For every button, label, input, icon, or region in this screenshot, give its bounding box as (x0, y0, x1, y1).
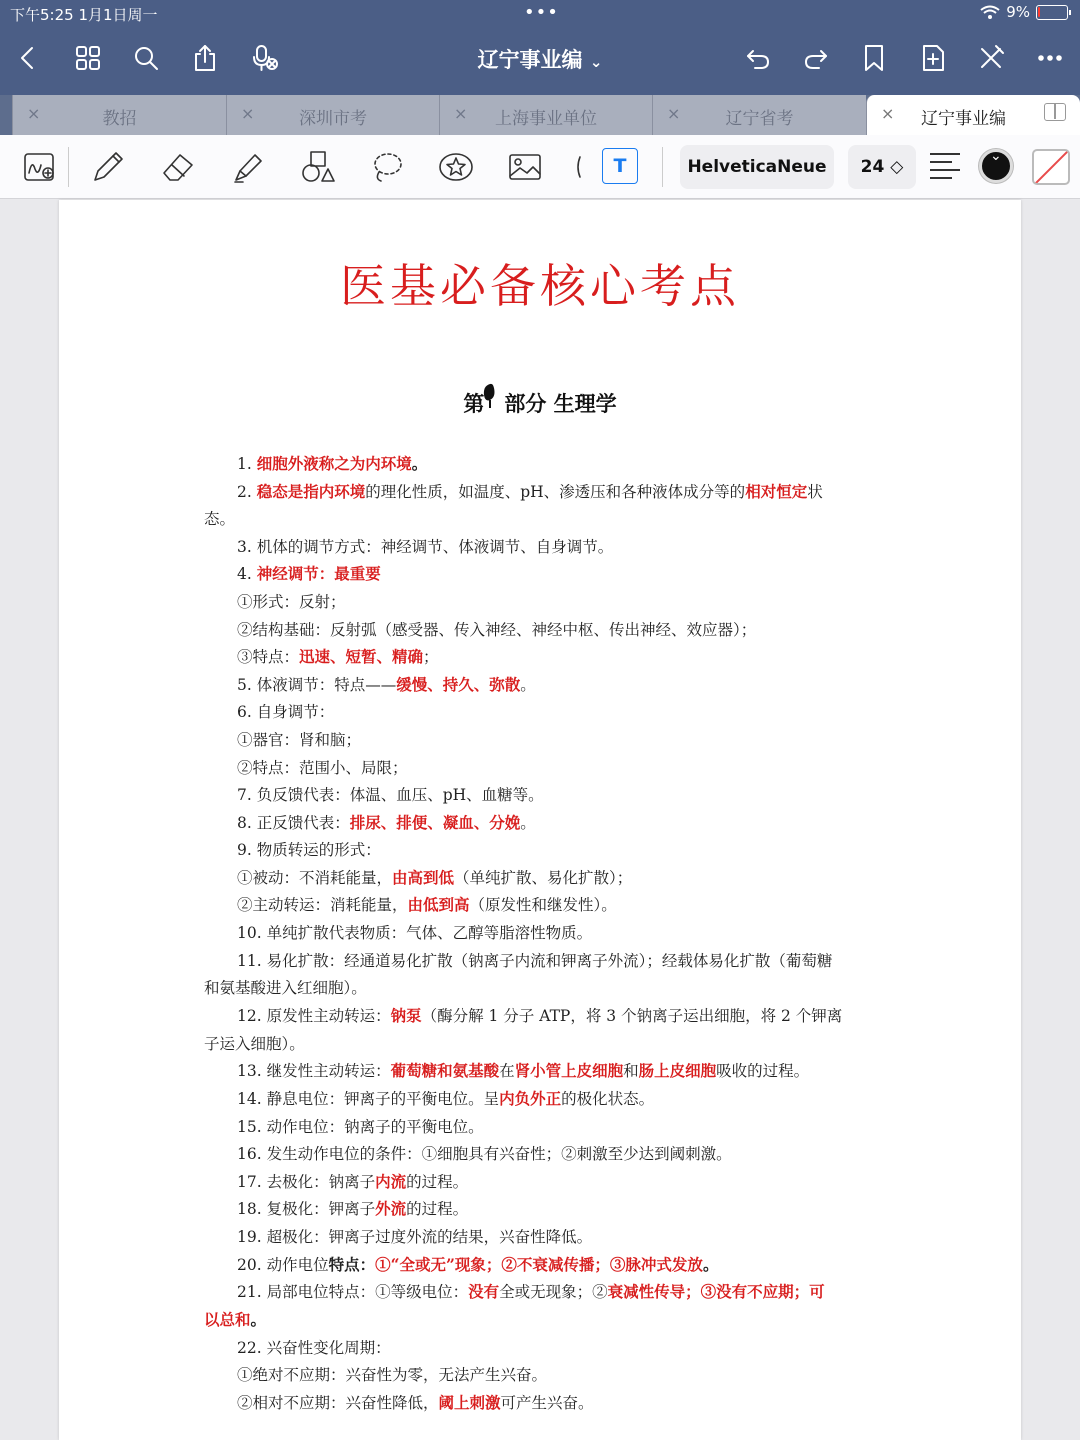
section-heading: 第 部分 生理学 (463, 391, 617, 416)
document-line (237, 645, 917, 667)
document-line (237, 590, 917, 612)
document-line (237, 452, 917, 474)
line-text: 15. 动作电位：钠离子的平衡电位。 (237, 1118, 484, 1136)
close-icon[interactable]: × (454, 104, 468, 123)
line-text: 22. 兴奋性变化周期： (237, 1339, 391, 1357)
tab-shenzhen[interactable] (226, 95, 439, 135)
highlighted-text: 肠上皮细胞 (638, 1061, 717, 1080)
document-line (237, 1225, 917, 1247)
tab-liaoning-provincial[interactable] (652, 95, 866, 135)
line-text: 11. 易化扩散：经通道易化扩散（钠离子内流和钾离子外流）；经载体易化扩散（葡萄糖 (237, 952, 833, 970)
battery-icon (1036, 5, 1068, 20)
document-line (237, 1197, 917, 1219)
document-title: 辽宁事业编 ⌄ (477, 48, 603, 72)
highlighter-tool-icon[interactable] (226, 145, 270, 189)
line-text: 12. 原发性主动转运： (237, 1007, 391, 1025)
line-text: 的过程。 (406, 1200, 469, 1218)
line-text: 21. 局部电位特点：①等级电位： (237, 1283, 469, 1301)
highlighted-text: 细胞外液称之为内环境 (256, 454, 412, 473)
line-text: ③特点： (237, 648, 300, 666)
text-align-icon[interactable] (930, 153, 960, 181)
line-text: 16. 发生动作电位的条件：①细胞具有兴奋性；②刺激至少达到阈刺激。 (237, 1145, 732, 1163)
image-tool-icon[interactable] (503, 145, 547, 189)
line-text: 吸收的过程。 (716, 1062, 810, 1080)
document-line (237, 949, 917, 971)
line-text: 的理化性质，如温度、pH、渗透压和各种液体成分等的 (365, 483, 746, 501)
font-name-selector[interactable]: HelveticaNeue (680, 145, 834, 189)
line-text: 9. 物质转运的形式： (237, 841, 381, 859)
document-line (204, 1308, 884, 1330)
annotation-toolbar (0, 135, 1080, 199)
line-text: 的过程。 (406, 1173, 469, 1191)
document-line (237, 480, 917, 502)
text-tool-icon[interactable]: T (602, 148, 638, 184)
top-navigation-bar (0, 0, 1080, 95)
document-line (237, 1391, 917, 1413)
document-line (237, 893, 917, 915)
document-line (237, 811, 917, 833)
line-text: 。 (520, 676, 536, 694)
status-indicators (980, 3, 1068, 21)
line-text: 。 (702, 1255, 719, 1274)
line-text: 7. 负反馈代表：体温、血压、pH、血糖等。 (237, 786, 544, 804)
highlighted-text: 缓慢、持久、弥散 (396, 675, 521, 694)
line-text: 5. 体液调节：特点—— (237, 676, 397, 694)
highlighted-text: 迅速、短暂、精确 (299, 647, 424, 666)
document-line (237, 838, 917, 860)
document-line (237, 866, 917, 888)
tab-liaoning-active[interactable] (866, 95, 1080, 135)
microphone-off-icon[interactable] (246, 40, 282, 76)
wifi-icon (980, 5, 1000, 20)
document-line (237, 1059, 917, 1081)
line-text: 14. 静息电位：钾离子的平衡电位。呈 (237, 1090, 500, 1108)
highlighted-text: 以总和 (204, 1310, 251, 1329)
document-line (237, 728, 917, 750)
highlighted-text: 内负外正 (499, 1089, 562, 1108)
close-pen-mode-icon[interactable] (973, 40, 1009, 76)
line-text: 4. (237, 565, 257, 583)
split-view-icon[interactable] (1044, 103, 1066, 121)
redo-icon[interactable] (798, 40, 834, 76)
tab-label: 辽宁事业编 (921, 109, 1006, 129)
line-text: 1. (237, 455, 257, 473)
grid-view-icon[interactable] (70, 40, 106, 76)
line-text: 8. 正反馈代表： (237, 814, 350, 832)
multitasking-dots[interactable]: ••• (524, 2, 559, 23)
document-title-menu[interactable] (455, 40, 625, 76)
line-text: 全或无现象；② (499, 1283, 608, 1301)
tab-label: 上海事业单位 (495, 109, 597, 129)
highlighted-text: 稳态是指内环境 (256, 482, 366, 501)
highlighted-text: 肾小管上皮细胞 (514, 1061, 624, 1080)
line-text: 态。 (204, 510, 236, 528)
document-line (237, 921, 917, 943)
pen-tool-icon[interactable] (86, 145, 130, 189)
line-text: 。 (250, 1310, 267, 1329)
document-tabs (0, 95, 1080, 135)
handwriting-to-text-icon[interactable] (18, 145, 62, 189)
document-line (237, 535, 917, 557)
highlighted-text: 由高到低 (392, 868, 455, 887)
highlighted-text: 没有 (468, 1282, 500, 1301)
document-line (237, 756, 917, 778)
document-line (237, 1142, 917, 1164)
highlighted-text: 阈上刺激 (438, 1393, 501, 1412)
tab-label: 辽宁省考 (725, 109, 794, 129)
tab-shanghai[interactable] (439, 95, 652, 135)
document-line (204, 507, 884, 529)
line-text: 可产生兴奋。 (500, 1394, 594, 1412)
line-text: ①绝对不应期：兴奋性为零，无法产生兴奋。 (237, 1366, 548, 1384)
line-text: ①器官：肾和脑； (237, 731, 362, 749)
line-text: ②特点：范围小、局限； (237, 759, 408, 777)
document-line (237, 1336, 917, 1358)
line-text: 和氨基酸进入红细胞）。 (204, 979, 367, 997)
tab-jiaozhao[interactable] (12, 95, 226, 135)
page-title: 医基必备核心考点 (340, 259, 740, 313)
line-text: （原发性和继发性）。 (469, 896, 617, 914)
line-text: 17. 去极化：钠离子 (237, 1173, 376, 1191)
line-text: 和 (623, 1062, 639, 1080)
line-text: ②主动转运：消耗能量， (237, 896, 408, 914)
highlighted-text: 排尿、排便、凝血、分娩 (349, 813, 521, 832)
highlighted-text: 衰减性传导；③没有不应期；可 (607, 1282, 825, 1301)
document-line (237, 673, 917, 695)
highlighted-text: 相对恒定 (745, 482, 808, 501)
status-bar (0, 0, 1080, 28)
highlighted-text: 神经调节：最重要 (256, 564, 381, 583)
document-line (204, 976, 884, 998)
line-text: 18. 复极化：钾离子 (237, 1200, 376, 1218)
line-text: 。 (520, 814, 536, 832)
document-line (237, 1253, 917, 1275)
highlighted-text: 钠泵 (390, 1006, 422, 1025)
line-text: 10. 单纯扩散代表物质：气体、乙醇等脂溶性物质。 (237, 924, 593, 942)
share-icon[interactable] (187, 40, 223, 76)
document-line (237, 1087, 917, 1109)
chevron-down-icon: ⌄ (589, 53, 603, 71)
add-page-icon[interactable] (915, 40, 951, 76)
handwritten-ink-mark (481, 382, 499, 410)
document-line (237, 1363, 917, 1385)
status-time: 下午5:25 1月1日周一 (10, 6, 158, 24)
line-text: 13. 继发性主动转运： (237, 1062, 391, 1080)
font-size-selector[interactable]: 24 ◇ (848, 145, 916, 189)
close-icon[interactable]: × (27, 104, 41, 123)
more-options-icon[interactable] (1032, 40, 1068, 76)
close-icon[interactable]: × (881, 104, 895, 123)
highlighted-text: 内流 (375, 1172, 407, 1191)
document-line (204, 1032, 884, 1054)
close-icon[interactable]: × (667, 104, 681, 123)
document-line (237, 1170, 917, 1192)
line-text: 。 (411, 454, 428, 473)
tab-label: 教招 (102, 109, 137, 129)
back-icon[interactable] (10, 40, 46, 76)
line-text: ； (423, 648, 439, 666)
text-color-picker[interactable] (979, 149, 1013, 183)
line-text: 的极化状态。 (561, 1090, 655, 1108)
line-text: 20. 动作电位 (237, 1256, 329, 1274)
highlighted-text: ①“全或无”现象；②不衰减传播；③脉冲式发放 (375, 1255, 703, 1274)
undo-icon[interactable] (740, 40, 776, 76)
document-line (237, 1280, 917, 1302)
lasso-tool-icon[interactable] (365, 145, 409, 189)
line-text: 子运入细胞）。 (204, 1035, 305, 1053)
document-line (237, 1004, 917, 1026)
sticker-tool-icon[interactable] (434, 145, 478, 189)
line-text: （酶分解 1 分子 ATP，将 3 个钠离子运出细胞，将 2 个钾离 (421, 1007, 843, 1025)
document-line (237, 1115, 917, 1137)
tab-label: 深圳市考 (299, 109, 367, 129)
line-text: 19. 超极化：钾离子过度外流的结果，兴奋性降低。 (237, 1228, 593, 1246)
battery-percent: 9% (1006, 3, 1030, 21)
line-text: 状 (807, 483, 823, 501)
shapes-tool-icon[interactable] (296, 145, 340, 189)
bookmark-icon[interactable] (856, 40, 892, 76)
camera-tool-icon[interactable] (570, 145, 584, 189)
line-text: 6. 自身调节： (237, 703, 335, 721)
line-text: 在 (499, 1062, 515, 1080)
line-text: ①被动：不消耗能量， (237, 869, 393, 887)
search-icon[interactable] (128, 40, 164, 76)
document-line (237, 562, 917, 584)
line-text: ①形式：反射； (237, 593, 346, 611)
line-text: （单纯扩散、易化扩散）； (454, 869, 633, 887)
highlighted-text: 葡萄糖和氨基酸 (390, 1061, 500, 1080)
line-text: 3. 机体的调节方式：神经调节、体液调节、自身调节。 (237, 538, 614, 556)
highlighted-text: 由低到高 (407, 895, 470, 914)
document-line (237, 700, 917, 722)
highlighted-text: 外流 (375, 1199, 407, 1218)
line-text: 特点： (328, 1255, 376, 1274)
battery-level (1038, 7, 1040, 17)
close-icon[interactable]: × (241, 104, 255, 123)
line-text: ②结构基础：反射弧（感受器、传入神经、神经中枢、传出神经、效应器）； (237, 621, 757, 639)
document-line (237, 618, 917, 640)
line-text: 2. (237, 483, 257, 501)
fill-color-picker[interactable] (1032, 149, 1070, 185)
eraser-tool-icon[interactable] (156, 145, 200, 189)
document-line (237, 783, 917, 805)
line-text: ②相对不应期：兴奋性降低， (237, 1394, 439, 1412)
